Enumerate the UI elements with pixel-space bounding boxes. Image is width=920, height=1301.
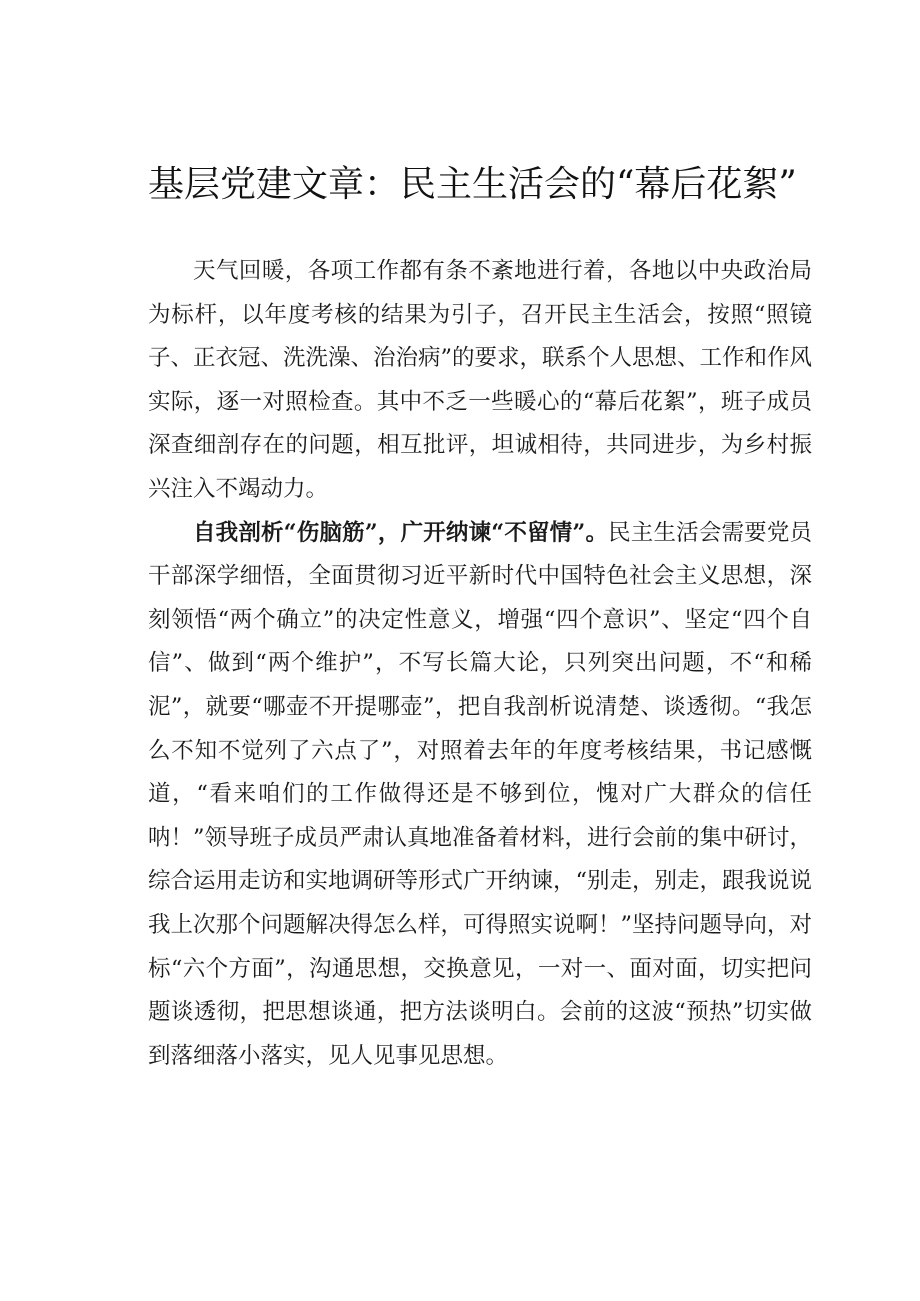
article-body [148, 250, 812, 1078]
paragraph-self-analysis-heading: 自我剖析“伤脑筋”，广开纳谏“不留情”。 [193, 519, 609, 546]
paragraph-self-analysis-text: 民主生活会需要党员干部深学细悟，全面贯彻习近平新时代中国特色社会主义思想，深刻领悟“两个确立”的决定性意义，增强“四个意识”、坚定“四个自信”、做到“两个维护”，不写长篇大论，只列突出问题，不“和稀泥”，就要“哪壶不开提哪壶”，把自我剖析说清楚、谈透彻。“我怎么不知不觉列了六点了”，对照着去年的年度考核结果，书记感慨道，“看来咱们的工作做得还是不够到位，愧对广大群众的信任呐！”领导班子成员严肃认真地准备着材料，进行会前的集中研讨，综合运用走访和实地调研等形式广开纳谏，“别走，别走，跟我说说我上次那个问题解决得怎么样，可得照实说啊！”坚持问题导向，对标“六个方面”，沟通思想，交换意见，一对一、面对面，切实把问题谈透彻，把思想谈通，把方法谈明白。会前的这波“预热”切实做到落细落小落实，见人见事见思想。 [148, 519, 813, 1069]
page-title: 基层党建文章：民主生活会的“幕后花絮” [148, 164, 797, 205]
paragraph-intro [148, 250, 812, 512]
paragraph-self-analysis [148, 512, 812, 1079]
paragraph-intro-text: 天气回暖，各项工作都有条不紊地进行着，各地以中央政治局为标杆，以年度考核的结果为引子，召开民主生活会，按照“照镜子、正衣冠、洗洗澡、治治病”的要求，联系个人思想、工作和作风实际，逐一对照检查。其中不乏一些暖心的“幕后花絮”，班子成员深查细剖存在的问题，相互批评，坦诚相待，共同进步，为乡村振兴注入不竭动力。 [148, 258, 813, 502]
